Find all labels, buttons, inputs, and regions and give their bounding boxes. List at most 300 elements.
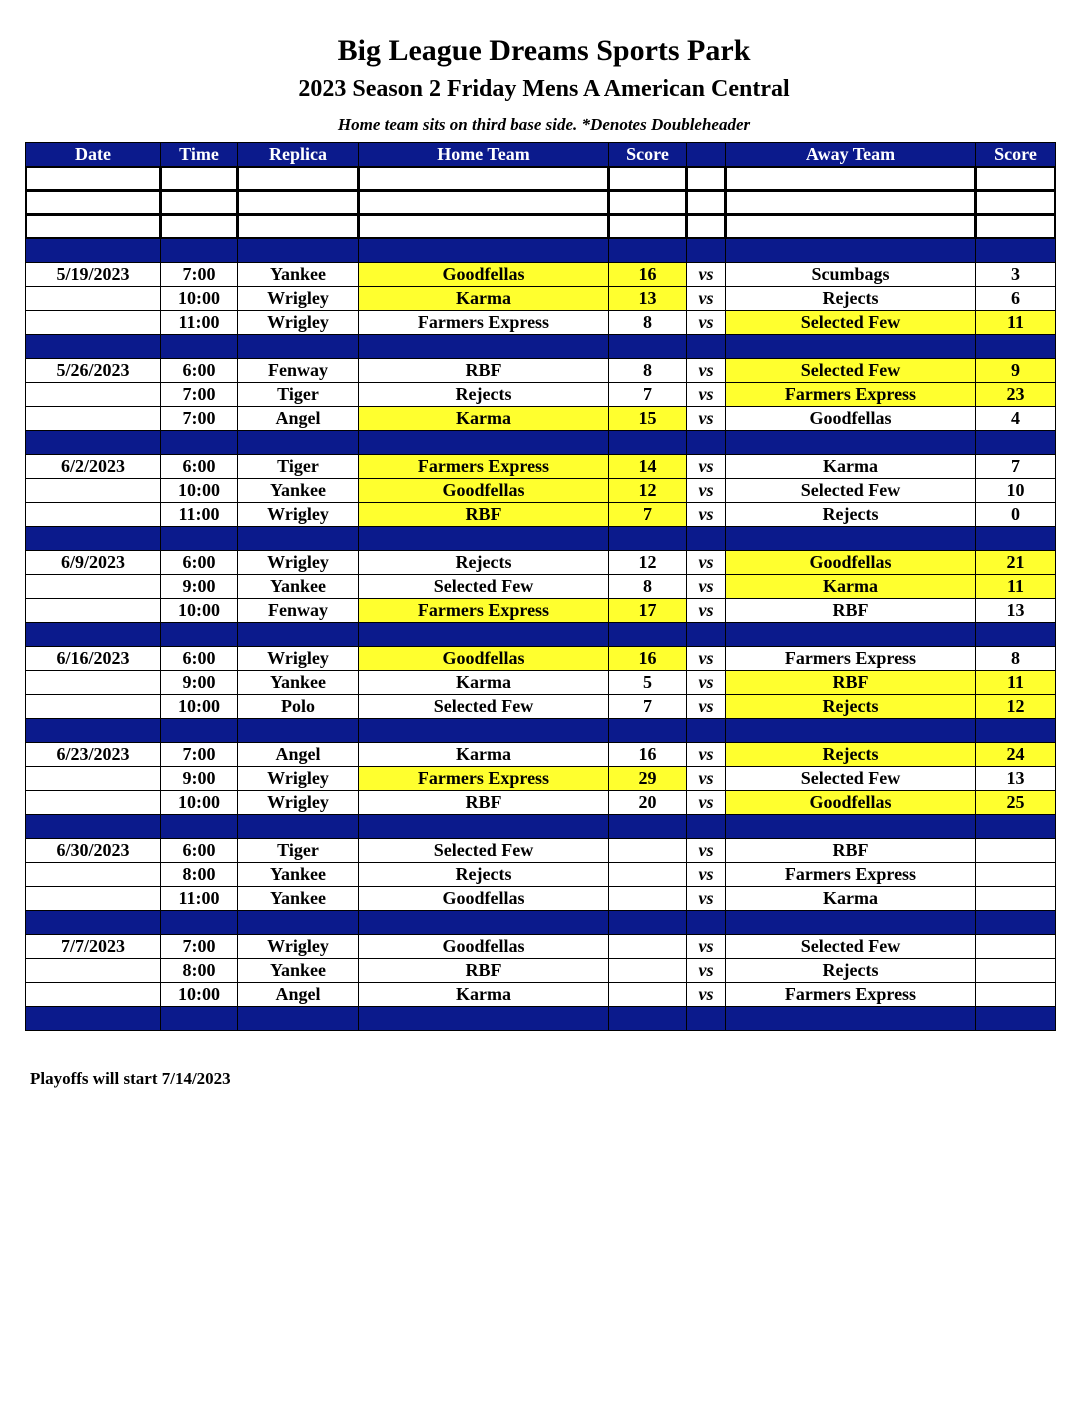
- vs-cell: vs: [687, 863, 726, 887]
- week-separator-row: [26, 911, 1056, 935]
- separator-cell: [976, 911, 1056, 935]
- time-cell: 6:00: [161, 647, 238, 671]
- time-cell: 7:00: [161, 407, 238, 431]
- vs-cell: vs: [687, 503, 726, 527]
- time-cell: 7:00: [161, 383, 238, 407]
- replica-cell: Wrigley: [238, 311, 359, 335]
- home-team-cell: Selected Few: [359, 839, 609, 863]
- away-score-cell: 11: [976, 575, 1056, 599]
- replica-cell: Wrigley: [238, 551, 359, 575]
- week-separator-row: [26, 719, 1056, 743]
- table-header-row: [26, 143, 1056, 167]
- replica-cell: Fenway: [238, 599, 359, 623]
- separator-cell: [161, 623, 238, 647]
- week-separator-row: [26, 815, 1056, 839]
- vs-cell: vs: [687, 359, 726, 383]
- date-cell: [26, 671, 161, 695]
- separator-cell: [359, 527, 609, 551]
- separator-cell: [609, 239, 687, 263]
- date-cell: 5/19/2023: [26, 263, 161, 287]
- separator-cell: [687, 1007, 726, 1031]
- away-team-cell: Karma: [726, 575, 976, 599]
- empty-row: [26, 191, 1056, 215]
- vs-cell: vs: [687, 983, 726, 1007]
- replica-cell: Fenway: [238, 359, 359, 383]
- vs-cell: vs: [687, 407, 726, 431]
- replica-cell: Wrigley: [238, 503, 359, 527]
- home-team-cell: Selected Few: [359, 575, 609, 599]
- separator-cell: [26, 623, 161, 647]
- time-cell: 8:00: [161, 863, 238, 887]
- home-score-cell: 17: [609, 599, 687, 623]
- game-row: [26, 983, 1056, 1007]
- away-score-cell: [976, 983, 1056, 1007]
- replica-cell: Wrigley: [238, 767, 359, 791]
- game-row: [26, 647, 1056, 671]
- separator-cell: [976, 431, 1056, 455]
- week-separator-row: [26, 239, 1056, 263]
- away-team-cell: Goodfellas: [726, 791, 976, 815]
- away-team-cell: RBF: [726, 839, 976, 863]
- separator-cell: [976, 719, 1056, 743]
- separator-cell: [359, 911, 609, 935]
- week-separator-row: [26, 623, 1056, 647]
- separator-cell: [26, 815, 161, 839]
- away-score-cell: [976, 839, 1056, 863]
- separator-cell: [609, 1007, 687, 1031]
- home-score-cell: [609, 935, 687, 959]
- separator-cell: [687, 335, 726, 359]
- week-separator-row: [26, 527, 1056, 551]
- separator-cell: [726, 1007, 976, 1031]
- separator-cell: [687, 911, 726, 935]
- separator-cell: [726, 815, 976, 839]
- away-score-cell: [976, 863, 1056, 887]
- vs-cell: vs: [687, 935, 726, 959]
- home-team-cell: Goodfellas: [359, 935, 609, 959]
- home-score-cell: 29: [609, 767, 687, 791]
- game-row: [26, 407, 1056, 431]
- home-team-cell: Rejects: [359, 383, 609, 407]
- vs-cell: vs: [687, 887, 726, 911]
- time-cell: 9:00: [161, 767, 238, 791]
- vs-cell: vs: [687, 263, 726, 287]
- game-row: [26, 743, 1056, 767]
- date-cell: [26, 383, 161, 407]
- home-team-cell: Karma: [359, 983, 609, 1007]
- separator-cell: [26, 431, 161, 455]
- home-team-cell: RBF: [359, 959, 609, 983]
- empty-row: [26, 167, 1056, 191]
- separator-cell: [726, 335, 976, 359]
- time-cell: 10:00: [161, 287, 238, 311]
- empty-row: [26, 215, 1056, 239]
- home-team-cell: RBF: [359, 791, 609, 815]
- date-cell: 6/2/2023: [26, 455, 161, 479]
- separator-cell: [726, 623, 976, 647]
- away-team-cell: Goodfellas: [726, 407, 976, 431]
- game-row: [26, 455, 1056, 479]
- vs-cell: vs: [687, 551, 726, 575]
- date-cell: [26, 503, 161, 527]
- home-team-cell: Goodfellas: [359, 647, 609, 671]
- vs-cell: vs: [687, 647, 726, 671]
- separator-cell: [26, 1007, 161, 1031]
- separator-cell: [238, 239, 359, 263]
- time-cell: 6:00: [161, 359, 238, 383]
- time-cell: 10:00: [161, 479, 238, 503]
- game-row: [26, 887, 1056, 911]
- home-team-cell: RBF: [359, 359, 609, 383]
- date-cell: 7/7/2023: [26, 935, 161, 959]
- home-team-cell: Selected Few: [359, 695, 609, 719]
- replica-cell: Angel: [238, 743, 359, 767]
- separator-cell: [359, 335, 609, 359]
- game-row: [26, 575, 1056, 599]
- replica-cell: Yankee: [238, 887, 359, 911]
- date-cell: [26, 983, 161, 1007]
- separator-cell: [238, 815, 359, 839]
- vs-cell: vs: [687, 287, 726, 311]
- home-team-cell: Karma: [359, 287, 609, 311]
- date-cell: [26, 407, 161, 431]
- home-score-cell: 16: [609, 647, 687, 671]
- home-team-cell: Goodfellas: [359, 887, 609, 911]
- replica-cell: Yankee: [238, 959, 359, 983]
- away-team-cell: Selected Few: [726, 935, 976, 959]
- replica-cell: Wrigley: [238, 287, 359, 311]
- date-cell: 6/23/2023: [26, 743, 161, 767]
- replica-cell: Tiger: [238, 839, 359, 863]
- playoffs-note: Playoffs will start 7/14/2023: [30, 1069, 231, 1088]
- home-score-cell: 20: [609, 791, 687, 815]
- home-team-cell: Karma: [359, 407, 609, 431]
- game-row: [26, 263, 1056, 287]
- game-row: [26, 479, 1056, 503]
- separator-cell: [976, 335, 1056, 359]
- time-cell: 9:00: [161, 575, 238, 599]
- away-score-cell: 9: [976, 359, 1056, 383]
- away-score-cell: 24: [976, 743, 1056, 767]
- date-cell: [26, 599, 161, 623]
- separator-cell: [726, 527, 976, 551]
- home-team-cell: Farmers Express: [359, 599, 609, 623]
- game-row: [26, 599, 1056, 623]
- away-team-cell: Selected Few: [726, 359, 976, 383]
- home-score-cell: 16: [609, 263, 687, 287]
- time-cell: 9:00: [161, 671, 238, 695]
- separator-cell: [359, 1007, 609, 1031]
- away-score-cell: [976, 959, 1056, 983]
- away-score-cell: 7: [976, 455, 1056, 479]
- date-cell: [26, 959, 161, 983]
- time-cell: 7:00: [161, 743, 238, 767]
- game-row: [26, 359, 1056, 383]
- separator-cell: [161, 911, 238, 935]
- date-cell: [26, 767, 161, 791]
- home-team-cell: Goodfellas: [359, 479, 609, 503]
- game-row: [26, 503, 1056, 527]
- date-cell: 5/26/2023: [26, 359, 161, 383]
- away-team-cell: Farmers Express: [726, 383, 976, 407]
- replica-cell: Polo: [238, 695, 359, 719]
- game-row: [26, 767, 1056, 791]
- time-cell: 6:00: [161, 455, 238, 479]
- separator-cell: [161, 1007, 238, 1031]
- separator-cell: [976, 239, 1056, 263]
- separator-cell: [238, 719, 359, 743]
- vs-cell: vs: [687, 743, 726, 767]
- home-score-cell: 12: [609, 479, 687, 503]
- home-team-cell: Rejects: [359, 863, 609, 887]
- home-team-cell: Farmers Express: [359, 311, 609, 335]
- game-row: [26, 311, 1056, 335]
- time-cell: 10:00: [161, 599, 238, 623]
- away-team-cell: Scumbags: [726, 263, 976, 287]
- game-row: [26, 839, 1056, 863]
- separator-cell: [687, 815, 726, 839]
- column-header-time: Time: [161, 143, 238, 167]
- replica-cell: Angel: [238, 983, 359, 1007]
- vs-cell: vs: [687, 479, 726, 503]
- home-team-cell: Rejects: [359, 551, 609, 575]
- home-score-cell: [609, 959, 687, 983]
- replica-cell: Wrigley: [238, 647, 359, 671]
- date-cell: [26, 887, 161, 911]
- replica-cell: Wrigley: [238, 935, 359, 959]
- vs-cell: vs: [687, 455, 726, 479]
- away-score-cell: 12: [976, 695, 1056, 719]
- separator-cell: [238, 335, 359, 359]
- separator-cell: [161, 431, 238, 455]
- away-team-cell: Farmers Express: [726, 647, 976, 671]
- separator-cell: [976, 527, 1056, 551]
- separator-cell: [976, 623, 1056, 647]
- separator-cell: [976, 815, 1056, 839]
- home-score-cell: [609, 887, 687, 911]
- home-score-cell: [609, 983, 687, 1007]
- game-row: [26, 695, 1056, 719]
- away-team-cell: Rejects: [726, 287, 976, 311]
- replica-cell: Yankee: [238, 575, 359, 599]
- vs-cell: vs: [687, 695, 726, 719]
- separator-cell: [26, 527, 161, 551]
- away-score-cell: [976, 935, 1056, 959]
- away-score-cell: 6: [976, 287, 1056, 311]
- separator-cell: [687, 527, 726, 551]
- away-team-cell: Goodfellas: [726, 551, 976, 575]
- separator-cell: [161, 719, 238, 743]
- date-cell: [26, 695, 161, 719]
- away-score-cell: 11: [976, 311, 1056, 335]
- week-separator-row: [26, 335, 1056, 359]
- column-header-away-score: Score: [976, 143, 1056, 167]
- week-separator-row: [26, 431, 1056, 455]
- replica-cell: Angel: [238, 407, 359, 431]
- game-row: [26, 383, 1056, 407]
- game-row: [26, 863, 1056, 887]
- game-row: [26, 551, 1056, 575]
- column-header-date: Date: [26, 143, 161, 167]
- away-score-cell: 11: [976, 671, 1056, 695]
- away-score-cell: 13: [976, 599, 1056, 623]
- away-score-cell: 23: [976, 383, 1056, 407]
- column-header-home-score: Score: [609, 143, 687, 167]
- home-score-cell: 8: [609, 359, 687, 383]
- game-row: [26, 791, 1056, 815]
- time-cell: 6:00: [161, 551, 238, 575]
- column-header-home-team: Home Team: [359, 143, 609, 167]
- vs-cell: vs: [687, 839, 726, 863]
- game-row: [26, 287, 1056, 311]
- schedule-note: Home team sits on third base side. *Denotes Doubleheader: [337, 115, 751, 134]
- away-score-cell: [976, 887, 1056, 911]
- separator-cell: [238, 911, 359, 935]
- separator-cell: [687, 239, 726, 263]
- vs-cell: vs: [687, 383, 726, 407]
- home-score-cell: 8: [609, 311, 687, 335]
- vs-cell: vs: [687, 791, 726, 815]
- separator-cell: [726, 239, 976, 263]
- time-cell: 10:00: [161, 695, 238, 719]
- separator-cell: [687, 719, 726, 743]
- away-team-cell: Selected Few: [726, 311, 976, 335]
- separator-cell: [726, 719, 976, 743]
- home-team-cell: Farmers Express: [359, 767, 609, 791]
- away-team-cell: Rejects: [726, 743, 976, 767]
- home-team-cell: Goodfellas: [359, 263, 609, 287]
- separator-cell: [359, 815, 609, 839]
- column-header-replica: Replica: [238, 143, 359, 167]
- away-team-cell: Rejects: [726, 503, 976, 527]
- date-cell: [26, 791, 161, 815]
- vs-cell: vs: [687, 959, 726, 983]
- separator-cell: [687, 623, 726, 647]
- home-score-cell: 8: [609, 575, 687, 599]
- time-cell: 7:00: [161, 935, 238, 959]
- replica-cell: Tiger: [238, 383, 359, 407]
- page-title: Big League Dreams Sports Park: [337, 34, 751, 67]
- home-score-cell: 13: [609, 287, 687, 311]
- separator-cell: [359, 239, 609, 263]
- replica-cell: Tiger: [238, 455, 359, 479]
- home-team-cell: Farmers Express: [359, 455, 609, 479]
- separator-cell: [26, 335, 161, 359]
- separator-cell: [238, 1007, 359, 1031]
- home-score-cell: [609, 839, 687, 863]
- date-cell: [26, 287, 161, 311]
- home-team-cell: Karma: [359, 743, 609, 767]
- home-score-cell: 5: [609, 671, 687, 695]
- home-score-cell: 7: [609, 503, 687, 527]
- game-row: [26, 935, 1056, 959]
- schedule-body: [26, 167, 1056, 1031]
- home-score-cell: 16: [609, 743, 687, 767]
- date-cell: 6/30/2023: [26, 839, 161, 863]
- separator-cell: [26, 239, 161, 263]
- replica-cell: Yankee: [238, 479, 359, 503]
- page-subtitle: 2023 Season 2 Friday Mens A American Central: [298, 76, 790, 102]
- date-cell: [26, 863, 161, 887]
- separator-cell: [726, 431, 976, 455]
- separator-cell: [609, 527, 687, 551]
- date-cell: [26, 575, 161, 599]
- separator-cell: [26, 911, 161, 935]
- separator-cell: [976, 1007, 1056, 1031]
- away-team-cell: Karma: [726, 887, 976, 911]
- date-cell: 6/9/2023: [26, 551, 161, 575]
- away-score-cell: 25: [976, 791, 1056, 815]
- separator-cell: [609, 911, 687, 935]
- vs-cell: vs: [687, 767, 726, 791]
- time-cell: 7:00: [161, 263, 238, 287]
- separator-cell: [161, 527, 238, 551]
- replica-cell: Yankee: [238, 263, 359, 287]
- away-team-cell: Rejects: [726, 695, 976, 719]
- separator-cell: [161, 815, 238, 839]
- week-separator-row: [26, 1007, 1056, 1031]
- away-score-cell: 4: [976, 407, 1056, 431]
- home-score-cell: 12: [609, 551, 687, 575]
- separator-cell: [359, 719, 609, 743]
- away-team-cell: Farmers Express: [726, 863, 976, 887]
- date-cell: [26, 479, 161, 503]
- replica-cell: Yankee: [238, 671, 359, 695]
- separator-cell: [359, 623, 609, 647]
- vs-cell: vs: [687, 311, 726, 335]
- away-score-cell: 3: [976, 263, 1056, 287]
- time-cell: 11:00: [161, 311, 238, 335]
- away-team-cell: Karma: [726, 455, 976, 479]
- game-row: [26, 671, 1056, 695]
- separator-cell: [609, 431, 687, 455]
- separator-cell: [609, 335, 687, 359]
- time-cell: 6:00: [161, 839, 238, 863]
- replica-cell: Wrigley: [238, 791, 359, 815]
- away-team-cell: Selected Few: [726, 767, 976, 791]
- separator-cell: [726, 911, 976, 935]
- vs-cell: vs: [687, 575, 726, 599]
- date-cell: 6/16/2023: [26, 647, 161, 671]
- separator-cell: [359, 431, 609, 455]
- home-score-cell: [609, 863, 687, 887]
- away-team-cell: Selected Few: [726, 479, 976, 503]
- separator-cell: [687, 431, 726, 455]
- away-score-cell: 0: [976, 503, 1056, 527]
- away-score-cell: 10: [976, 479, 1056, 503]
- separator-cell: [161, 335, 238, 359]
- separator-cell: [161, 239, 238, 263]
- replica-cell: Yankee: [238, 863, 359, 887]
- separator-cell: [609, 719, 687, 743]
- time-cell: 11:00: [161, 887, 238, 911]
- separator-cell: [238, 431, 359, 455]
- separator-cell: [238, 527, 359, 551]
- away-score-cell: 13: [976, 767, 1056, 791]
- away-team-cell: Farmers Express: [726, 983, 976, 1007]
- vs-cell: vs: [687, 599, 726, 623]
- time-cell: 8:00: [161, 959, 238, 983]
- separator-cell: [609, 815, 687, 839]
- time-cell: 10:00: [161, 983, 238, 1007]
- home-team-cell: Karma: [359, 671, 609, 695]
- separator-cell: [26, 719, 161, 743]
- game-row: [26, 959, 1056, 983]
- date-cell: [26, 311, 161, 335]
- home-score-cell: 15: [609, 407, 687, 431]
- home-score-cell: 7: [609, 383, 687, 407]
- away-score-cell: 8: [976, 647, 1056, 671]
